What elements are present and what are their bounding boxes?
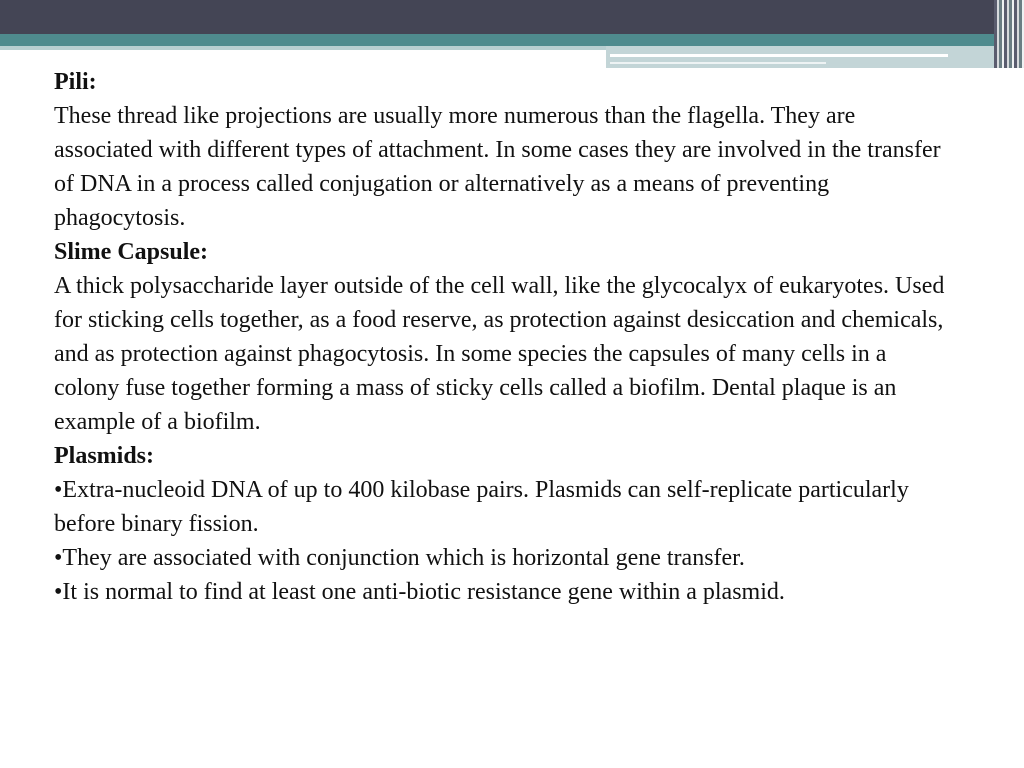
pili-body: These thread like projections are usually more numerous than the flagella. They are associated with different types of attachment. In some cases they are involved in the transfer of DNA in a process called conjugation or alternatively as a means of preventing phagocytosis. <box>54 103 941 231</box>
header-accent-line <box>0 46 606 50</box>
header-accent-band <box>0 34 1024 46</box>
header-step-line-secondary <box>610 62 826 64</box>
slime-capsule-heading: Slime Capsule: <box>54 239 209 265</box>
plasmids-bullet-2: •They are associated with conjunction which is horizontal gene transfer. <box>54 545 745 571</box>
header-band <box>0 0 1024 34</box>
plasmids-bullet-3: •It is normal to find at least one anti-biotic resistance gene within a plasmid. <box>54 579 785 605</box>
header-step-line <box>610 54 948 57</box>
pili-heading: Pili: <box>54 69 97 95</box>
plasmids-bullet-1: •Extra-nucleoid DNA of up to 400 kilobase pairs. Plasmids can self-replicate particularly before binary fission. <box>54 477 909 537</box>
plasmids-heading: Plasmids: <box>54 443 155 469</box>
corner-stripes-decoration <box>994 0 1024 68</box>
slide-content <box>54 65 954 609</box>
slime-capsule-body: A thick polysaccharide layer outside of the cell wall, like the glycocalyx of eukaryotes. Used for sticking cells together, as a food reserve, as protection against desiccation and chemicals, and as protection against phagocytosis. In some species the capsules of many cells in a colony fuse together forming a mass of sticky cells called a biofilm. Dental plaque is an example of a biofilm. <box>54 273 945 435</box>
